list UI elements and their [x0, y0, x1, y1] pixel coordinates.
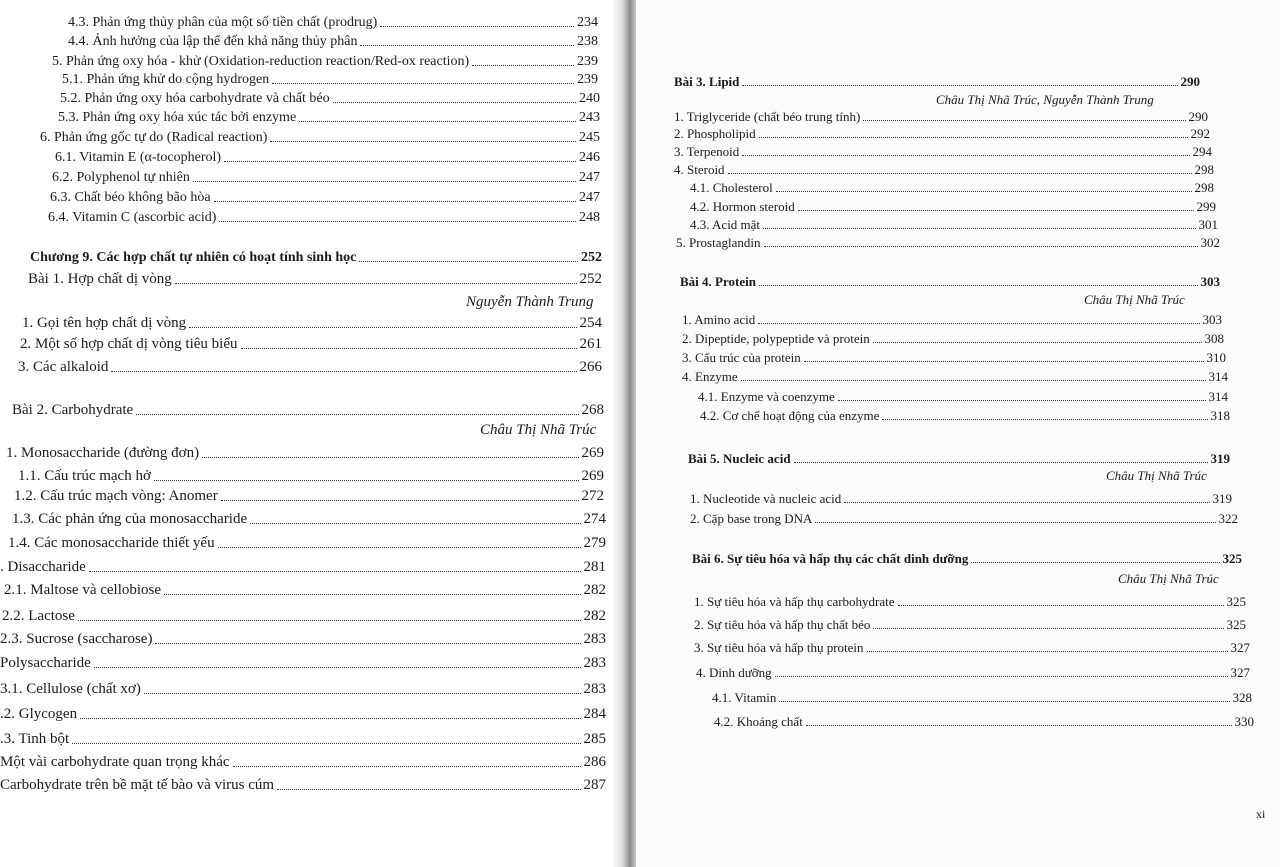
- toc-entry-title: 4.1. Cholesterol: [690, 180, 773, 195]
- toc-entry-page: 283: [583, 631, 606, 647]
- lesson-heading: [28, 271, 602, 288]
- toc-entry-page: 248: [579, 210, 600, 225]
- dot-leader: [175, 283, 577, 284]
- toc-entry: [712, 690, 1252, 706]
- left-page: [0, 0, 624, 867]
- dot-leader: [214, 201, 576, 202]
- toc-entry-title: 5.3. Phản ứng oxy hóa xúc tác bởi enzyme: [58, 110, 297, 125]
- toc-entry: [690, 180, 1214, 196]
- toc-entry: [690, 491, 1232, 507]
- author-line: Châu Thị Nhã Trúc: [1106, 468, 1207, 483]
- toc-entry-page: 272: [581, 488, 604, 504]
- author-line: Châu Thị Nhã Trúc, Nguyễn Thành Trung: [936, 92, 1154, 107]
- toc-entry-page: 303: [1202, 312, 1222, 327]
- toc-entry-page: 299: [1196, 199, 1216, 214]
- toc-entry: [682, 312, 1222, 328]
- right-page: [636, 0, 1280, 867]
- dot-leader: [241, 348, 577, 349]
- toc-entry-page: 279: [583, 535, 606, 551]
- toc-entry-title: 4. Steroid: [674, 162, 725, 177]
- toc-entry-page: 290: [1180, 74, 1200, 89]
- toc-entry-title: 6.3. Chất béo không bão hòa: [50, 190, 211, 205]
- toc-entry: [50, 190, 600, 206]
- toc-entry-page: 298: [1194, 162, 1214, 177]
- toc-entry-page: 319: [1210, 451, 1230, 466]
- toc-entry-title: 4.1. Enzyme và coenzyme: [698, 389, 835, 404]
- toc-entry-title: 2.1. Maltose và cellobiose: [4, 582, 162, 598]
- dot-leader: [89, 571, 581, 572]
- dot-leader: [359, 261, 578, 262]
- toc-entry-title: 4.2. Khoáng chất: [714, 714, 803, 729]
- toc-entry-page: 308: [1204, 331, 1224, 346]
- toc-entry: [694, 617, 1246, 633]
- toc-entry-page: 327: [1230, 640, 1250, 655]
- toc-entry: [674, 162, 1214, 178]
- dot-leader: [867, 651, 1228, 652]
- toc-entry-title: 2. Cặp base trong DNA: [690, 511, 813, 526]
- dot-leader: [728, 173, 1192, 174]
- toc-entry: [690, 511, 1238, 527]
- toc-entry-title: Carbohydrate trên bề mặt tế bào và virus cúm: [0, 777, 275, 793]
- toc-entry: [14, 488, 604, 505]
- dot-leader: [155, 643, 580, 644]
- dot-leader: [233, 766, 581, 767]
- dot-leader: [250, 523, 580, 524]
- toc-entry: [22, 315, 602, 332]
- toc-entry-title: 6.4. Vitamin C (ascorbic acid): [48, 210, 217, 225]
- dot-leader: [218, 547, 581, 548]
- toc-entry-page: 246: [579, 150, 600, 165]
- toc-entry-title: 2. Sự tiêu hóa và hấp thụ chất béo: [694, 617, 871, 632]
- lesson-heading: [12, 402, 604, 419]
- author-line: Châu Thị Nhã Trúc: [1084, 292, 1185, 307]
- dot-leader: [815, 522, 1215, 523]
- toc-entry: [0, 731, 606, 748]
- toc-entry: [4, 582, 606, 599]
- toc-entry-page: 318: [1210, 408, 1230, 423]
- toc-entry: [690, 217, 1218, 233]
- toc-entry: [682, 369, 1228, 385]
- dot-leader: [806, 725, 1232, 726]
- toc-entry-title: Bài 6. Sự tiêu hóa và hấp thụ các chất dinh dưỡng: [692, 551, 969, 566]
- toc-entry: [8, 535, 606, 552]
- dot-leader: [798, 210, 1194, 211]
- toc-entry-title: 4.4. Ảnh hưởng của lập thể đến khả năng thủy phân: [68, 34, 358, 49]
- toc-entry-title: 6. Phản ứng gốc tự do (Radical reaction): [40, 130, 268, 145]
- toc-entry-page: 330: [1234, 714, 1254, 729]
- toc-entry: [18, 468, 604, 485]
- toc-entry: [700, 408, 1230, 424]
- toc-entry: [682, 350, 1226, 366]
- dot-leader: [80, 718, 580, 719]
- toc-entry-page: 292: [1190, 126, 1210, 141]
- toc-entry: [0, 655, 606, 672]
- toc-entry: [6, 445, 604, 462]
- dot-leader: [189, 327, 576, 328]
- dot-leader: [971, 562, 1219, 563]
- toc-entry-page: 302: [1200, 235, 1220, 250]
- dot-leader: [759, 285, 1198, 286]
- toc-entry-page: 282: [583, 608, 606, 624]
- toc-entry-title: 5.2. Phản ứng oxy hóa carbohydrate và chất béo: [60, 91, 330, 106]
- dot-leader: [472, 65, 574, 66]
- toc-entry-title: .2. Glycogen: [0, 706, 78, 722]
- dot-leader: [224, 161, 576, 162]
- toc-entry-page: 283: [583, 681, 606, 697]
- toc-entry-page: 254: [579, 315, 602, 331]
- chapter-heading: [30, 250, 602, 266]
- toc-entry: [12, 511, 606, 528]
- toc-entry-title: 1.1. Cấu trúc mạch hở: [18, 468, 151, 484]
- toc-entry-page: 252: [581, 250, 602, 265]
- dot-leader: [219, 221, 576, 222]
- toc-entry: [55, 150, 600, 166]
- toc-entry: [674, 144, 1212, 160]
- toc-entry-title: 4.3. Acid mật: [690, 217, 761, 232]
- toc-entry-page: 298: [1194, 180, 1214, 195]
- toc-entry-title: Bài 2. Carbohydrate: [12, 402, 134, 418]
- toc-entry-page: 247: [579, 190, 600, 205]
- toc-entry-page: 301: [1198, 217, 1218, 232]
- dot-leader: [111, 371, 576, 372]
- toc-entry-title: 4.2. Hormon steroid: [690, 199, 795, 214]
- toc-entry-title: 2. Phospholipid: [674, 126, 756, 141]
- toc-entry-title: 1. Nucleotide và nucleic acid: [690, 491, 842, 506]
- toc-entry-title: 1.4. Các monosaccharide thiết yếu: [8, 535, 215, 551]
- toc-entry: [52, 54, 598, 70]
- toc-entry: [0, 706, 606, 723]
- toc-entry-page: 285: [583, 731, 606, 747]
- toc-entry: [0, 754, 606, 771]
- toc-entry: [62, 72, 598, 88]
- dot-leader: [898, 605, 1224, 606]
- toc-entry-page: 325: [1226, 594, 1246, 609]
- toc-entry-title: Bài 3. Lipid: [674, 74, 740, 89]
- toc-entry-page: 294: [1192, 144, 1212, 159]
- toc-entry-page: 269: [581, 445, 604, 461]
- toc-entry-page: 314: [1208, 369, 1228, 384]
- toc-entry-page: 319: [1212, 491, 1232, 506]
- toc-entry-title: 4.2. Cơ chế hoạt động của enzyme: [700, 408, 880, 423]
- toc-entry: [698, 389, 1228, 405]
- toc-entry-title: 4.1. Vitamin: [712, 690, 777, 705]
- dot-leader: [794, 462, 1208, 463]
- dot-leader: [863, 120, 1185, 121]
- toc-entry-title: 6.2. Polyphenol tự nhiên: [52, 170, 190, 185]
- dot-leader: [78, 620, 581, 621]
- toc-entry: [68, 34, 598, 50]
- toc-entry-title: .3. Tinh bột: [0, 731, 70, 747]
- dot-leader: [779, 701, 1229, 702]
- toc-entry-page: 287: [583, 777, 606, 793]
- dot-leader: [763, 228, 1195, 229]
- dot-leader: [72, 743, 580, 744]
- dot-leader: [764, 246, 1198, 247]
- toc-entry-page: 266: [579, 359, 602, 375]
- toc-entry-page: 245: [579, 130, 600, 145]
- toc-entry-title: Một vài carbohydrate quan trọng khác: [0, 754, 230, 770]
- author-line: Nguyễn Thành Trung: [466, 294, 594, 310]
- toc-entry-page: 310: [1206, 350, 1226, 365]
- toc-entry: [0, 681, 606, 698]
- lesson-heading: [692, 551, 1242, 567]
- dot-leader: [136, 414, 578, 415]
- toc-entry-page: 303: [1200, 274, 1220, 289]
- toc-entry: [694, 640, 1250, 656]
- toc-entry: [674, 126, 1210, 142]
- toc-entry: [48, 210, 600, 226]
- toc-entry-page: 234: [577, 15, 598, 30]
- toc-entry-page: 327: [1230, 665, 1250, 680]
- dot-leader: [272, 83, 574, 84]
- dot-leader: [741, 380, 1206, 381]
- toc-entry: [696, 665, 1250, 681]
- dot-leader: [873, 342, 1202, 343]
- page-number: xi: [1256, 807, 1266, 821]
- dot-leader: [144, 693, 581, 694]
- toc-entry-title: 5. Phản ứng oxy hóa - khử (Oxidation-reduction reaction/Red-ox reaction): [52, 54, 470, 69]
- lesson-heading: [674, 74, 1200, 90]
- toc-entry-page: 325: [1226, 617, 1246, 632]
- toc-entry-page: 325: [1222, 551, 1242, 566]
- toc-entry-title: 2. Dipeptide, polypeptide và protein: [682, 331, 870, 346]
- lesson-heading: [680, 274, 1220, 290]
- toc-entry-page: 282: [583, 582, 606, 598]
- toc-entry-page: 243: [579, 110, 600, 125]
- toc-entry: [20, 336, 602, 353]
- toc-entry-page: 268: [581, 402, 604, 418]
- toc-entry: [714, 714, 1254, 730]
- toc-entry: [0, 631, 606, 648]
- dot-leader: [758, 323, 1199, 324]
- toc-entry-page: 261: [579, 336, 602, 352]
- toc-entry-title: 4. Enzyme: [682, 369, 738, 384]
- toc-entry: [2, 608, 606, 625]
- dot-leader: [838, 400, 1206, 401]
- toc-entry: [674, 109, 1208, 125]
- dot-leader: [873, 628, 1223, 629]
- dot-leader: [221, 500, 579, 501]
- toc-entry-page: 290: [1188, 109, 1208, 124]
- toc-entry-title: Bài 5. Nucleic acid: [688, 451, 791, 466]
- toc-entry-title: 2.3. Sucrose (saccharose): [0, 631, 153, 647]
- dot-leader: [299, 121, 576, 122]
- toc-entry: [68, 15, 598, 31]
- toc-entry-page: 314: [1208, 389, 1228, 404]
- toc-entry-page: 239: [577, 72, 598, 87]
- toc-entry: [0, 777, 606, 794]
- toc-entry-title: Polysaccharide: [0, 655, 91, 671]
- toc-entry-page: 328: [1232, 690, 1252, 705]
- toc-entry-page: 283: [583, 655, 606, 671]
- dot-leader: [844, 502, 1209, 503]
- dot-leader: [360, 45, 574, 46]
- toc-entry: [52, 170, 600, 186]
- toc-entry: [694, 594, 1246, 610]
- dot-leader: [94, 667, 581, 668]
- toc-entry-title: 2.2. Lactose: [2, 608, 75, 624]
- dot-leader: [882, 419, 1207, 420]
- dot-leader: [270, 141, 576, 142]
- toc-entry: [0, 559, 606, 576]
- dot-leader: [277, 789, 580, 790]
- toc-entry-page: 286: [583, 754, 606, 770]
- toc-entry-page: 322: [1218, 511, 1238, 526]
- toc-entry-page: 239: [577, 54, 598, 69]
- toc-entry: [690, 199, 1216, 215]
- toc-entry: [676, 235, 1220, 251]
- toc-entry-title: 4. Dinh dưỡng: [696, 665, 772, 680]
- author-line: Châu Thị Nhã Trúc: [480, 422, 597, 438]
- dot-leader: [742, 85, 1177, 86]
- toc-entry-page: 269: [581, 468, 604, 484]
- toc-entry-title: 1.3. Các phản ứng của monosaccharide: [12, 511, 248, 527]
- toc-entry-title: Bài 4. Protein: [680, 274, 756, 289]
- dot-leader: [776, 191, 1192, 192]
- toc-entry-page: 284: [583, 706, 606, 722]
- toc-entry: [18, 359, 602, 376]
- toc-entry-title: Chương 9. Các hợp chất tự nhiên có hoạt tính sinh học: [30, 250, 357, 265]
- toc-entry: [60, 91, 600, 107]
- toc-entry-title: 5.1. Phản ứng khử do cộng hydrogen: [62, 72, 270, 87]
- author-line: Châu Thị Nhã Trúc: [1118, 571, 1219, 586]
- toc-entry-page: 281: [583, 559, 606, 575]
- toc-entry-page: 274: [583, 511, 606, 527]
- toc-entry-title: 1. Triglyceride (chất béo trung tính): [674, 109, 861, 124]
- dot-leader: [775, 676, 1228, 677]
- toc-entry-title: 3. Các alkaloid: [18, 359, 109, 375]
- toc-entry-page: 252: [579, 271, 602, 287]
- toc-entry: [40, 130, 600, 146]
- toc-entry-title: 1. Gọi tên hợp chất dị vòng: [22, 315, 187, 331]
- dot-leader: [380, 26, 574, 27]
- toc-entry-page: 247: [579, 170, 600, 185]
- toc-entry-title: 1.2. Cấu trúc mạch vòng: Anomer: [14, 488, 218, 504]
- toc-entry: [58, 110, 600, 126]
- dot-leader: [333, 102, 576, 103]
- toc-entry-title: 5. Prostaglandin: [676, 235, 761, 250]
- toc-entry-title: 3. Terpenoid: [674, 144, 740, 159]
- toc-entry-title: 6.1. Vitamin E (α-tocopherol): [55, 150, 222, 165]
- toc-entry-title: 1. Sự tiêu hóa và hấp thụ carbohydrate: [694, 594, 895, 609]
- dot-leader: [759, 137, 1188, 138]
- dot-leader: [804, 361, 1204, 362]
- toc-entry-title: . Disaccharide: [0, 559, 86, 575]
- dot-leader: [164, 594, 580, 595]
- toc-entry-title: Bài 1. Hợp chất dị vòng: [28, 271, 172, 287]
- toc-entry-title: 1. Amino acid: [682, 312, 756, 327]
- toc-entry-title: 3.1. Cellulose (chất xơ): [0, 681, 141, 697]
- toc-entry-title: 3. Cấu trúc của protein: [682, 350, 801, 365]
- dot-leader: [154, 480, 579, 481]
- lesson-heading: [688, 451, 1230, 467]
- toc-entry-title: 2. Một số hợp chất dị vòng tiêu biểu: [20, 336, 238, 352]
- dot-leader: [193, 181, 576, 182]
- toc-entry-title: 4.3. Phản ứng thủy phân của một số tiền chất (prodrug): [68, 15, 378, 30]
- toc-entry-page: 240: [579, 91, 600, 106]
- toc-entry-page: 238: [577, 34, 598, 49]
- toc-entry-title: 1. Monosaccharide (đường đơn): [6, 445, 200, 461]
- toc-entry-title: 3. Sự tiêu hóa và hấp thụ protein: [694, 640, 864, 655]
- toc-entry: [682, 331, 1224, 347]
- dot-leader: [742, 155, 1189, 156]
- dot-leader: [202, 457, 578, 458]
